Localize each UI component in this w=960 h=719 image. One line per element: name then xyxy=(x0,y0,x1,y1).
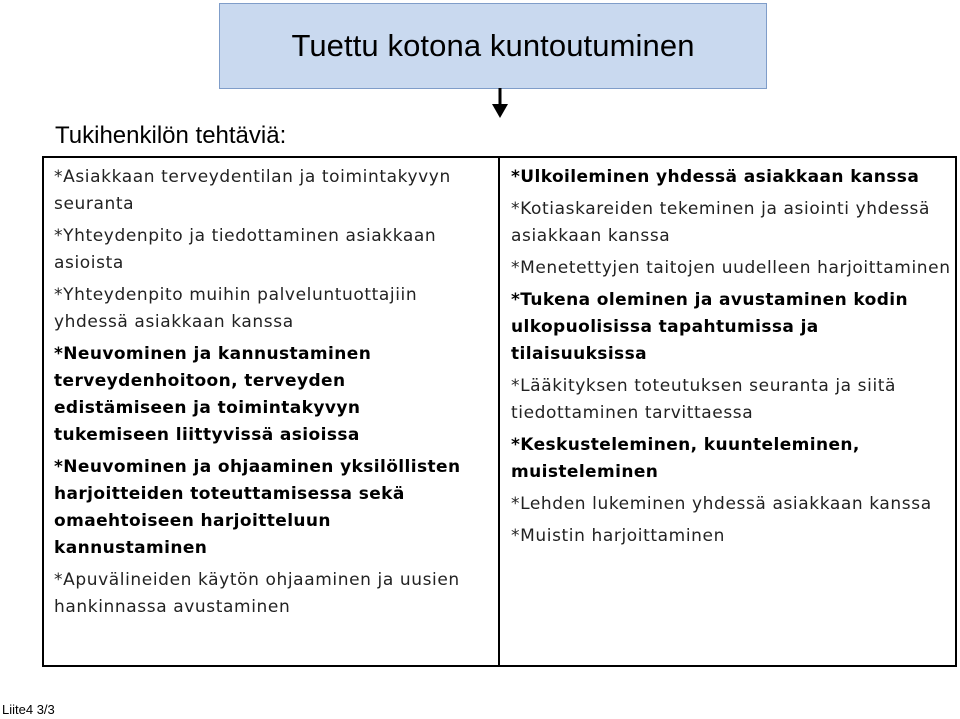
task-item: *Tukena oleminen ja avustaminen kodin ulkopuolisissa tapahtumissa ja tilaisuuksissa xyxy=(511,290,909,364)
section-heading: Tukihenkilön tehtäviä: xyxy=(55,122,287,149)
task-item: *Asiakkaan terveydentilan ja toimintakyvyn seuranta xyxy=(54,167,451,214)
left-task-list xyxy=(54,164,479,626)
column-divider xyxy=(498,156,500,667)
right-task-list xyxy=(511,164,951,555)
down-arrow-icon xyxy=(488,88,512,120)
task-item: *Muistin harjoittaminen xyxy=(511,526,725,546)
task-item: *Yhteydenpito muihin palveluntuottajiin yhdessä asiakkaan kanssa xyxy=(54,285,418,332)
page-title: Tuettu kotona kuntoutuminen xyxy=(291,28,695,63)
task-item: *Neuvominen ja kannustaminen terveydenhoitoon, terveyden edistämiseen ja toimintakyvyn tukemiseen liittyvissä asioissa xyxy=(54,344,372,445)
task-item: *Kotiaskareiden tekeminen ja asiointi yhdessä asiakkaan kanssa xyxy=(511,199,931,246)
page-footer: Liite4 3/3 xyxy=(2,702,55,717)
task-item: *Yhteydenpito ja tiedottaminen asiakkaan asioista xyxy=(54,226,437,273)
title-box xyxy=(219,3,767,89)
task-item: *Ulkoileminen yhdessä asiakkaan kanssa xyxy=(511,167,920,187)
task-item: *Lehden lukeminen yhdessä asiakkaan kanssa xyxy=(511,494,932,514)
task-item: *Neuvominen ja ohjaaminen yksilöllisten harjoitteiden toteuttamisessa sekä omaehtoiseen harjoitteluun kannustaminen xyxy=(54,457,461,558)
task-item: *Lääkityksen toteutuksen seuranta ja siitä tiedottaminen tarvittaessa xyxy=(511,376,897,423)
task-item: *Menetettyjen taitojen uudelleen harjoittaminen xyxy=(511,258,951,278)
task-item: *Apuvälineiden käytön ohjaaminen ja uusien hankinnassa avustaminen xyxy=(54,570,460,617)
task-item: *Keskusteleminen, kuunteleminen, muisteleminen xyxy=(511,435,860,482)
